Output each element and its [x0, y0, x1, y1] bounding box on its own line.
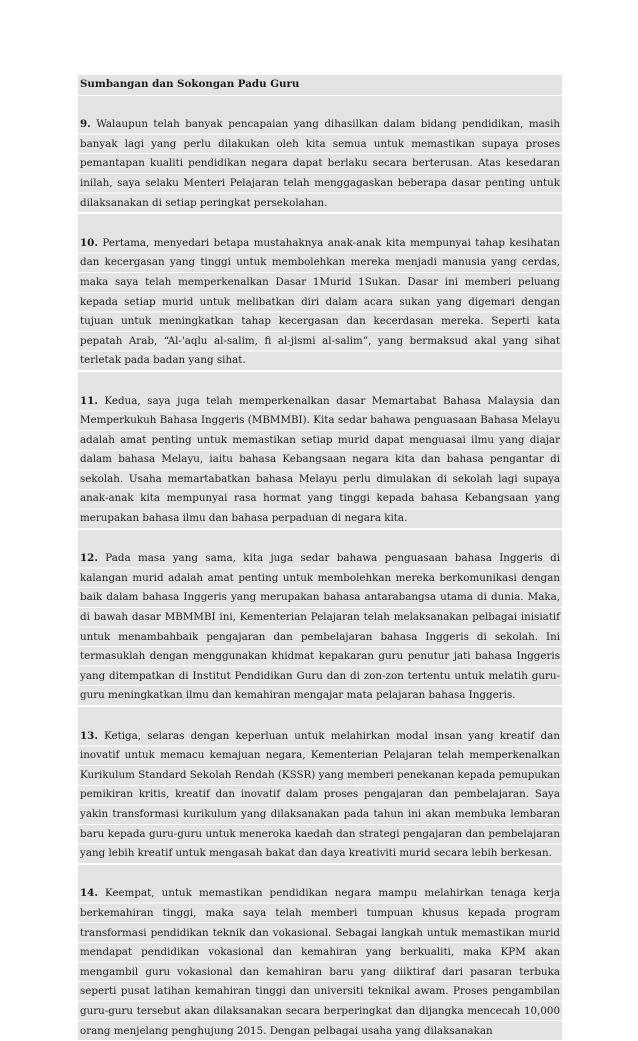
- paragraph-gap: [78, 864, 562, 885]
- paragraph-13: [78, 727, 562, 864]
- paragraph-14: [78, 884, 562, 1041]
- paragraph-text: Keempat, untuk memastikan pendidikan negara mampu melahirkan tenaga kerja berkemahiran tinggi, maka saya telah memberi tumpuan khusus kepada program transformasi pendidikan teknik dan vokasional. Sebagai langkah untuk memastikan murid mendapat pendidikan vokasional dan kemahiran yang berkualiti, maka KPM akan mengambil guru vokasional dan kemahiran baru yang diiktiraf dari pasaran terbuka seperti pusat latihan kemahiran tinggi dan universiti teknikal awam. Proses pengambilan guru-guru tersebut akan dilaksanakan secara berperingkat dan dijangka mencecah 10,000 orang menjelang penghujung 2015. Dengan pelbagai usaha yang dilaksanakan: [80, 887, 560, 1037]
- section-heading: Sumbangan dan Sokongan Padu Guru: [78, 74, 562, 95]
- paragraph-gap: [78, 95, 562, 116]
- paragraph-10: [78, 234, 562, 371]
- paragraph-gap: [78, 213, 562, 234]
- paragraph-text: Ketiga, selaras dengan keperluan untuk melahirkan modal insan yang kreatif dan inovatif untuk memacu kemajuan negara, Kementerian Pelajaran telah memperkenalkan Kurikulum Standard Sekolah Rendah (KSSR) yang memberi penekanan kepada pemupukan pemikiran kritis, kreatif dan inovatif dalam proses pengajaran dan pembelajaran. Saya yakin transformasi kurikulum yang dilaksanakan pada tahun ini akan membuka lembaran baru kepada guru-guru untuk meneroka kaedah dan strategi pengajaran dan pembelajaran yang lebih kreatif untuk mengasah bakat dan daya kreativiti murid secara lebih berkesan.: [80, 729, 560, 860]
- paragraph-text: Walaupun telah banyak pencapaian yang dihasilkan dalam bidang pendidikan, masih banyak lagi yang perlu dilakukan oleh kita semua untuk memastikan supaya proses pemantapan kualiti pendidikan negara dapat berlaku secara berterusan. Atas kesedaran inilah, saya selaku Menteri Pelajaran telah menggagaskan beberapa dasar penting untuk dilaksanakan di setiap peringkat persekolahan.: [80, 118, 560, 209]
- paragraph-gap: [78, 371, 562, 392]
- paragraph-text: Pada masa yang sama, kita juga sedar bahawa penguasaan bahasa Inggeris di kalangan murid adalah amat penting untuk membolehkan mereka berkomunikasi dengan baik dalam bahasa Inggeris yang merupakan bahasa antarabangsa utama di dunia. Maka, di bawah dasar MBMMBI ini, Kementerian Pelajaran telah melaksanakan pelbagai inisiatif untuk menambahbaik pengajaran dan pembelajaran bahasa Inggeris di sekolah. Ini termasuklah dengan menggunakan khidmat kepakaran guru penutur jati bahasa Inggeris yang ditempatkan di Institut Pendidikan Guru dan di zon-zon tertentu untuk melatih guru-guru meningkatkan ilmu dan kemahiran mengajar mata pelajaran bahasa Inggeris.: [80, 552, 560, 702]
- paragraph-11: [78, 392, 562, 529]
- paragraph-9: [78, 115, 562, 213]
- paragraph-12: [78, 549, 562, 706]
- paragraph-gap: [78, 529, 562, 550]
- paragraph-number: 12.: [80, 552, 98, 565]
- paragraph-number: 11.: [80, 394, 98, 407]
- paragraph-gap: [78, 706, 562, 727]
- paragraph-number: 10.: [80, 236, 98, 249]
- paragraph-text: Kedua, saya juga telah memperkenalkan dasar Memartabat Bahasa Malaysia dan Memperkukuh Bahasa Inggeris (MBMMBI). Kita sedar bahawa penguasaan Bahasa Melayu adalah amat penting untuk memastikan setiap murid dapat menguasai ilmu yang diajar dalam bahasa Melayu, iaitu bahasa Kebangsaan negara kita dan bahasa pengantar di sekolah. Usaha memartabatkan bahasa Melayu perlu dimulakan di sekolah lagi supaya anak-anak kita mempunyai rasa hormat yang tinggi kepada bahasa Kebangsaan yang merupakan bahasa ilmu dan bahasa perpaduan di negara kita.: [80, 394, 560, 525]
- paragraph-number: 13.: [80, 729, 98, 742]
- paragraph-number: 9.: [80, 118, 91, 131]
- paragraph-text: Pertama, menyedari betapa mustahaknya anak-anak kita mempunyai tahap kesihatan dan kecergasan yang tinggi untuk membolehkan mereka menjadi manusia yang cerdas, maka saya telah memperkenalkan Dasar 1Murid 1Sukan. Dasar ini memberi peluang kepada setiap murid untuk melibatkan diri dalam acara sukan yang digemari dengan tujuan untuk meningkatkan tahap kecergasan dan kecerdasan mereka. Seperti kata pepatah Arab, “Al-'aqlu al-salim, fi al-jismi al-salim”, yang bermaksud akal yang sihat terletak pada badan yang sihat.: [80, 236, 560, 367]
- document-body: [78, 74, 562, 1041]
- paragraph-number: 14.: [80, 887, 98, 900]
